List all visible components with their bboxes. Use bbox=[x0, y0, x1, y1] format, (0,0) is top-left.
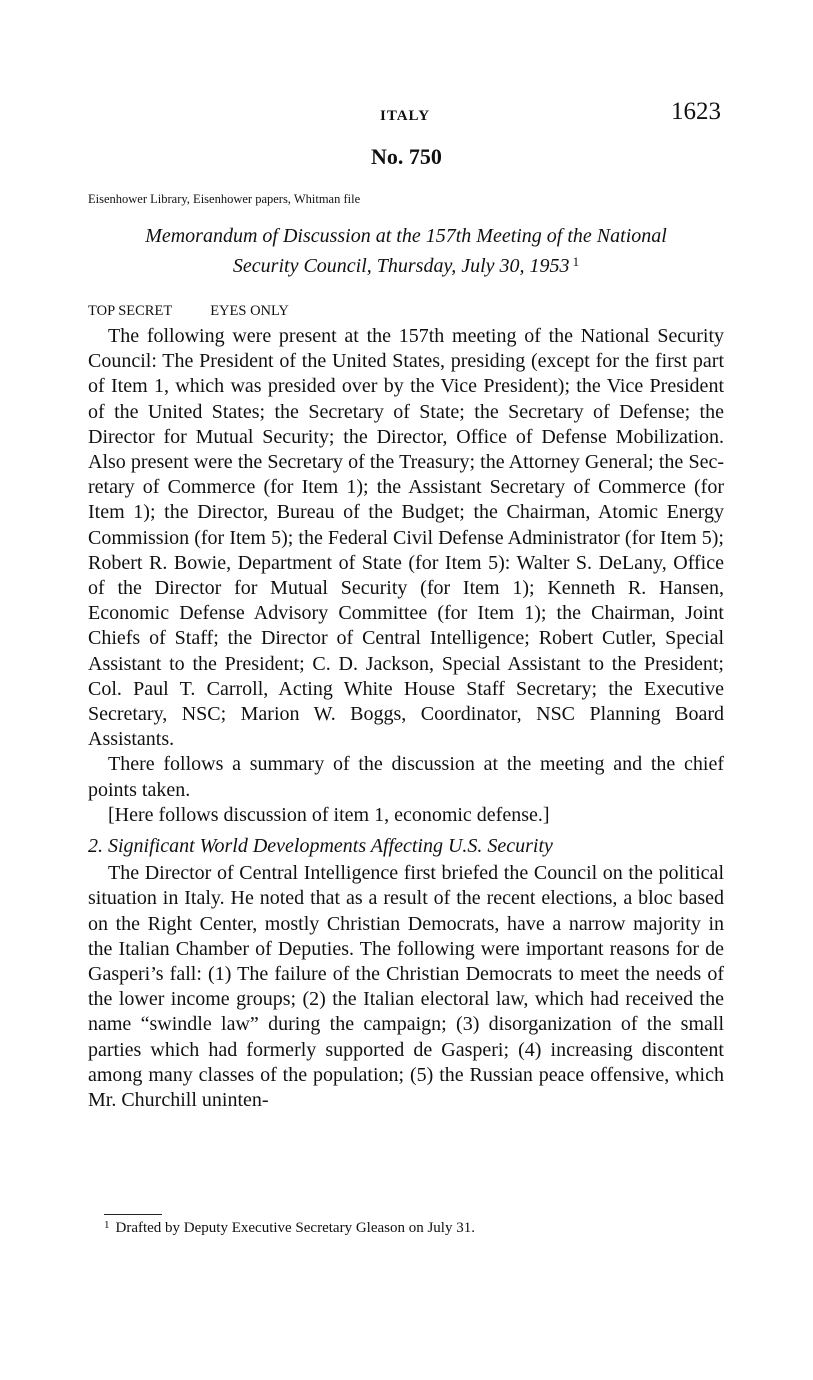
classification-line bbox=[88, 303, 327, 320]
page-number: 1623 bbox=[671, 98, 721, 125]
body-paragraph-summary: There follows a summary of the discussion at the meeting and the chief points taken. bbox=[88, 753, 724, 801]
section-heading: 2. Significant World Developments Affecting U.S. Security bbox=[88, 835, 553, 858]
body-paragraph-attendees: The following were present at the 157th meeting of the National Security Council: The President of the United States, presiding (except for the first part of Item 1, which was presided over by the Vice President); the Vice President of the United States; the Secretary of State; the Secretary of Defense; the Director for Mutual Security; the Director, Office of Defense Mobilization. Also present were the Secretary of the Treasury; the Attorney General; the Secretary of Commerce (for Item 1); the Assistant Secretary of Commerce (for Item 1); the Director, Bureau of the Budget; the Chairman, Atomic Energy Commission (for Item 5); the Federal Civil Defense Administrator (for Item 5); Robert R. Bowie, Department of State (for Item 5): Walter S. DeLany, Office of the Director for Mutual Security (for Item 1); Kenneth R. Hansen, Economic Defense Advisory Committee (for Item 1); the Chairman, Joint Chiefs of Staff; the Director of Central Intelligence; Robert Cutler, Special Assistant to the President; C. D. Jackson, Special Assistant to the President; Col. Paul T. Carroll, Acting White House Staff Secretary; the Executive Secretary, NSC; Marion W. Boggs, Coordinator, NSC Planning Board Assistants. bbox=[88, 325, 724, 751]
title-line-2-text: Security Council, Thursday, July 30, 1953 bbox=[232, 255, 570, 277]
classification-top-secret: TOP SECRET bbox=[88, 303, 173, 319]
document-body bbox=[88, 324, 724, 1113]
classification-eyes-only: EYES ONLY bbox=[210, 303, 289, 319]
title-line-2 bbox=[88, 249, 724, 279]
document-title bbox=[88, 224, 724, 279]
document-source: Eisenhower Library, Eisenhower papers, Whitman file bbox=[88, 192, 361, 206]
footnote-number: 1 bbox=[104, 1219, 110, 1231]
footnote-text: Drafted by Deputy Executive Secretary Gleason on July 31. bbox=[115, 1220, 475, 1236]
footnote bbox=[104, 1219, 475, 1237]
footnote-reference: 1 bbox=[572, 254, 580, 269]
running-header-section: ITALY bbox=[380, 108, 431, 124]
title-line-1: Memorandum of Discussion at the 157th Meeting of the National bbox=[145, 225, 667, 247]
body-paragraph-editorial-note: [Here follows discussion of item 1, economic defense.] bbox=[108, 803, 550, 826]
document-number: No. 750 bbox=[371, 144, 442, 169]
footnote-divider bbox=[104, 1214, 162, 1215]
body-paragraph-italy-briefing: The Director of Central Intelligence first briefed the Council on the political situation in Italy. He noted that as a result of the recent elections, a bloc based on the Right Center, mostly Christian Democrats, have a narrow majority in the Italian Chamber of Deputies. The following were important reasons for de Gasperi’s fall: (1) The failure of the Christian Democrats to meet the needs of the lower income groups; (2) the Italian electoral law, which had received the name “swindle law” during the campaign; (3) disorganization of the small parties which had formerly supported de Gasperi; (4) increasing discontent among many classes of the population; (5) the Russian peace offensive, which Mr. Churchill uninten- bbox=[88, 862, 724, 1112]
